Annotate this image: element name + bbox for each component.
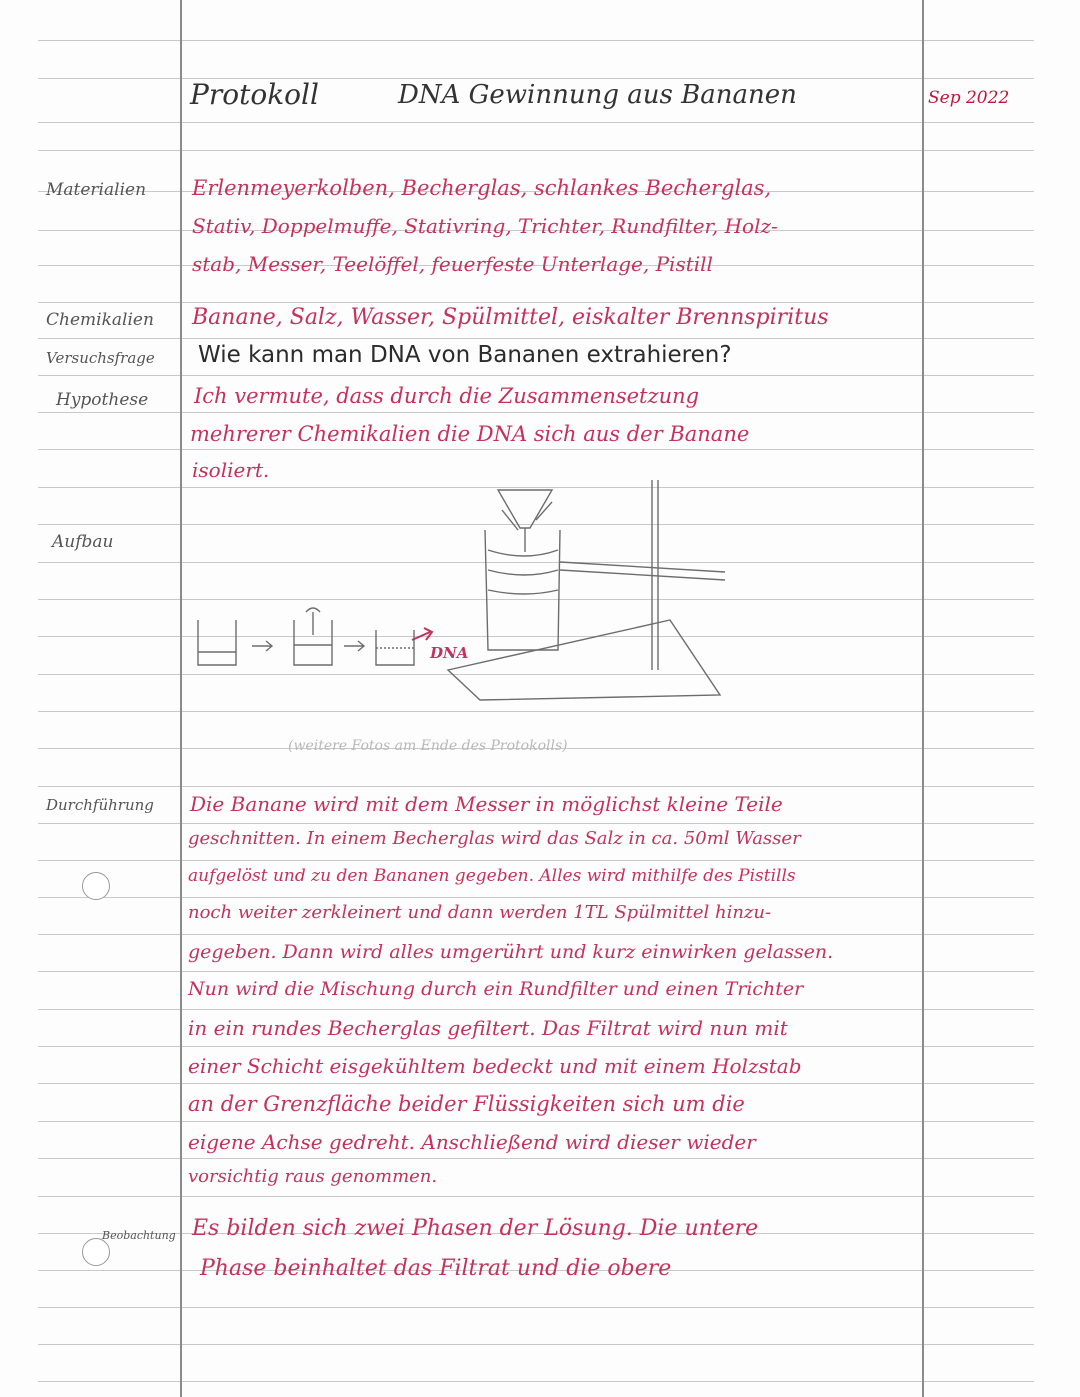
label-hypothese: Hypothese bbox=[56, 390, 149, 410]
durchfuehrung-line: vorsichtig raus genommen. bbox=[188, 1166, 438, 1187]
dna-label: DNA bbox=[430, 644, 469, 662]
durchfuehrung-line: gegeben. Dann wird alles umgerührt und kurz einwirken gelassen. bbox=[188, 941, 834, 963]
title-protokoll: Protokoll bbox=[190, 78, 319, 111]
hypothese-line: mehrerer Chemikalien die DNA sich aus der Banane bbox=[190, 422, 750, 446]
label-chemikalien: Chemikalien bbox=[46, 310, 154, 330]
clamp-arm bbox=[560, 562, 725, 580]
versuchsfrage-text: Wie kann man DNA von Bananen extrahieren? bbox=[198, 342, 732, 368]
date: Sep 2022 bbox=[928, 88, 1010, 108]
materialien-line: stab, Messer, Teelöffel, feuerfeste Unterlage, Pistill bbox=[192, 252, 713, 276]
materialien-line: Erlenmeyerkolben, Becherglas, schlankes Becherglas, bbox=[192, 176, 772, 200]
chemikalien-text: Banane, Salz, Wasser, Spülmittel, eiskalter Brennspiritus bbox=[192, 305, 829, 330]
aufbau-caption: (weitere Fotos am Ende des Protokolls) bbox=[288, 738, 568, 754]
durchfuehrung-line: an der Grenzfläche beider Flüssigkeiten sich um die bbox=[188, 1092, 745, 1116]
beobachtung-line: Es bilden sich zwei Phasen der Lösung. Die untere bbox=[192, 1216, 759, 1241]
binder-hole bbox=[82, 872, 110, 900]
durchfuehrung-line: Die Banane wird mit dem Messer in möglichst kleine Teile bbox=[190, 792, 783, 816]
beaker-icon bbox=[198, 620, 236, 665]
durchfuehrung-line: noch weiter zerkleinert und dann werden 1TL Spülmittel hinzu- bbox=[188, 902, 772, 923]
label-aufbau: Aufbau bbox=[52, 532, 114, 552]
label-beobachtung: Beobachtung bbox=[102, 1229, 176, 1242]
beaker-icon bbox=[485, 530, 560, 650]
materialien-line: Stativ, Doppelmuffe, Stativring, Trichter, Rundfilter, Holz- bbox=[192, 214, 778, 238]
label-materialien: Materialien bbox=[46, 180, 147, 200]
label-durchfuehrung: Durchführung bbox=[46, 796, 154, 814]
label-versuchsfrage: Versuchsfrage bbox=[46, 349, 155, 367]
funnel-icon bbox=[498, 490, 552, 552]
durchfuehrung-line: aufgelöst und zu den Bananen gegeben. Alles wird mithilfe des Pistills bbox=[188, 866, 796, 886]
durchfuehrung-line: in ein rundes Becherglas gefiltert. Das Filtrat wird nun mit bbox=[188, 1016, 788, 1040]
durchfuehrung-line: Nun wird die Mischung durch ein Rundfilter und einen Trichter bbox=[188, 978, 804, 1000]
durchfuehrung-line: einer Schicht eisgekühltem bedeckt und mit einem Holzstab bbox=[188, 1054, 802, 1078]
durchfuehrung-line: eigene Achse gedreht. Anschließend wird dieser wieder bbox=[188, 1130, 756, 1154]
hypothese-line: isoliert. bbox=[192, 458, 270, 482]
beobachtung-line: Phase beinhaltet das Filtrat und die obere bbox=[200, 1256, 672, 1281]
right-margin-line bbox=[922, 0, 924, 1397]
hypothese-line: Ich vermute, dass durch die Zusammensetzung bbox=[194, 384, 700, 408]
binder-hole bbox=[82, 1238, 110, 1266]
aufbau-sketch bbox=[180, 470, 740, 710]
stand-base bbox=[448, 620, 720, 700]
durchfuehrung-line: geschnitten. In einem Becherglas wird das Salz in ca. 50ml Wasser bbox=[188, 828, 801, 849]
title-topic: DNA Gewinnung aus Bananen bbox=[398, 80, 797, 110]
arrow-icon bbox=[252, 641, 272, 651]
arrow-icon bbox=[344, 641, 364, 651]
